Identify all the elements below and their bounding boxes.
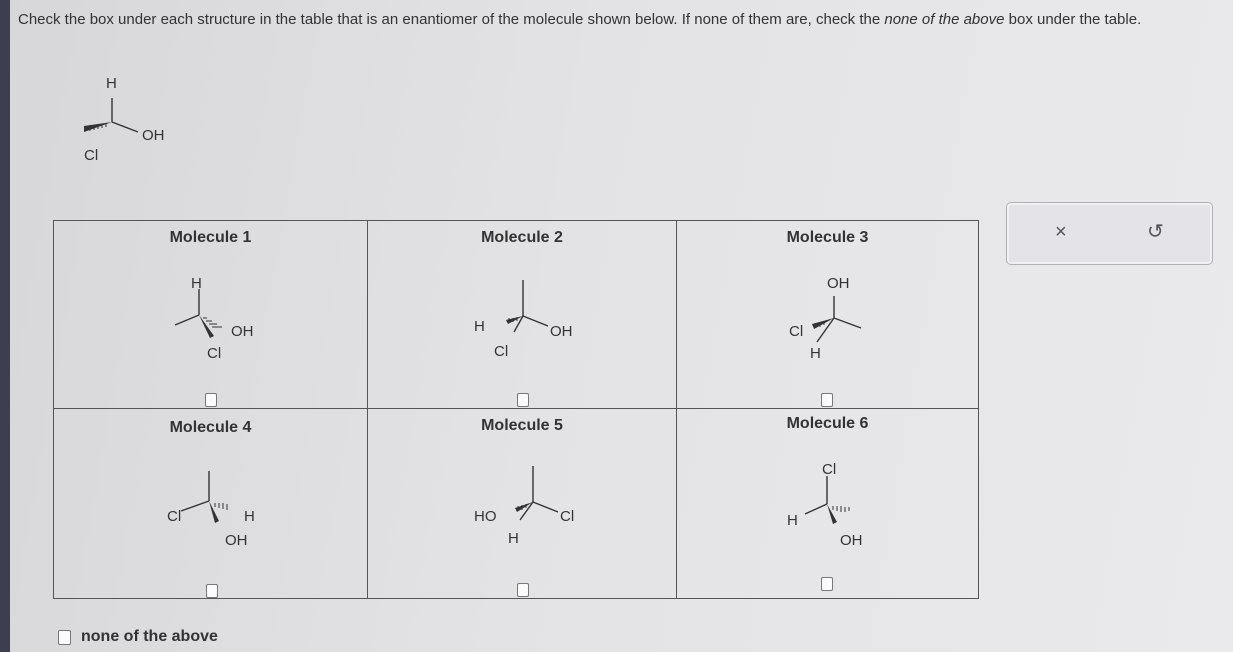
atom-label: Cl (207, 345, 222, 362)
atom-label: OH (142, 127, 165, 144)
molecule-4-checkbox[interactable] (206, 584, 218, 598)
atom-label: H (191, 275, 202, 292)
molecule-6-bonds (787, 474, 897, 534)
atom-label: H (106, 75, 117, 92)
molecule-label: Molecule 4 (169, 419, 252, 436)
molecule-2-checkbox[interactable] (517, 393, 529, 407)
molecule-1-checkbox[interactable] (205, 393, 217, 407)
atom-label: Cl (789, 323, 804, 340)
molecule-label: Molecule 2 (481, 229, 563, 246)
atom-label: H (810, 345, 821, 362)
molecule-cell-1 (54, 221, 368, 409)
molecule-3-checkbox[interactable] (821, 393, 833, 407)
reference-molecule (60, 70, 180, 170)
molecule-cell-4 (54, 409, 368, 599)
window-edge (0, 0, 10, 652)
question-part-1: Check the box under each structure in the table that is an enantiomer of the molecule shown below. If none of them are, check the (18, 11, 885, 28)
molecule-cell-6 (677, 409, 979, 599)
atom-label: Cl (560, 508, 575, 525)
molecule-6-checkbox[interactable] (821, 577, 833, 591)
atom-label: H (244, 508, 255, 525)
molecule-label: Molecule 5 (481, 417, 563, 434)
molecule-1-bonds (159, 281, 249, 351)
atom-label: Cl (494, 343, 509, 360)
none-of-the-above-label: none of the above (81, 628, 218, 645)
atom-label: Cl (167, 508, 182, 525)
undo-icon[interactable]: ↺ (1147, 221, 1164, 243)
atom-label: Cl (822, 461, 837, 478)
clear-icon[interactable]: × (1055, 221, 1067, 243)
atom-label: OH (550, 323, 573, 340)
question-emphasis: none of the above (884, 11, 1005, 28)
atom-label: OH (827, 275, 850, 292)
molecule-label: Molecule 6 (786, 415, 869, 432)
reference-bonds (60, 70, 180, 170)
atom-label: OH (840, 532, 863, 549)
atom-label: OH (231, 323, 254, 340)
question-part-2: box under the table. (1004, 11, 1142, 28)
none-of-the-above-checkbox[interactable] (58, 630, 71, 645)
atom-label: H (474, 318, 485, 335)
answer-toolbar (1006, 202, 1213, 265)
none-of-the-above-option[interactable] (58, 628, 218, 646)
molecule-cell-3 (677, 221, 979, 409)
molecule-cell-5 (368, 409, 677, 599)
question-text (18, 10, 1208, 29)
molecule-label: Molecule 3 (786, 229, 869, 246)
atom-label: OH (225, 532, 248, 549)
molecule-4-bonds (169, 469, 259, 539)
atom-label: Cl (84, 147, 99, 164)
molecule-cell-2 (368, 221, 677, 409)
atom-label: HO (474, 508, 497, 525)
atom-label: H (508, 530, 519, 547)
molecule-table (53, 220, 979, 599)
atom-label: H (787, 512, 798, 529)
molecule-5-checkbox[interactable] (517, 583, 529, 597)
molecule-label: Molecule 1 (169, 229, 252, 246)
